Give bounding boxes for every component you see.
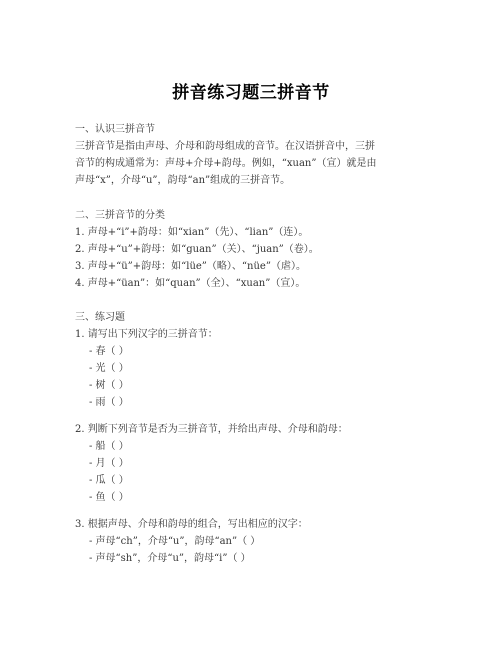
question-item: - 月（ ） bbox=[89, 458, 129, 469]
section-1 bbox=[75, 121, 435, 189]
section-heading: 三、练习题 bbox=[75, 312, 125, 323]
section-heading: 二、三拼音节的分类 bbox=[75, 210, 165, 221]
paragraph-line: 声母“x”，介母“u”，韵母“an”组成的三拼音节。 bbox=[75, 175, 291, 186]
list-item: 1. 声母+“i”+韵母：如“xian”（先）、“lian”（连）。 bbox=[75, 227, 309, 238]
paragraph-line: 三拼音节是指由声母、介母和韵母组成的音节。在汉语拼音中，三拼 bbox=[75, 141, 375, 152]
paragraph-line: 音节的构成通常为：声母+介母+韵母。例如，“xuan”（宣）就是由 bbox=[75, 158, 377, 169]
question-item: - 声母“sh”，介母“u”，韵母“i”（ ） bbox=[89, 553, 251, 564]
section-3 bbox=[75, 309, 435, 567]
question-prompt: 3. 根据声母、介母和韵母的组合，写出相应的汉字： bbox=[75, 519, 308, 530]
question-item: - 光（ ） bbox=[89, 363, 129, 374]
section-2 bbox=[75, 207, 435, 292]
list-item: 4. 声母+“üan”：如“quan”（全）、“xuan”（宣）。 bbox=[75, 278, 306, 289]
question-item: - 鱼（ ） bbox=[89, 492, 129, 503]
question-item: - 声母“ch”，介母“u”，韵母“an”（ ） bbox=[89, 536, 261, 547]
question-prompt: 1. 请写出下列汉字的三拼音节： bbox=[75, 329, 218, 340]
question-item: - 春（ ） bbox=[89, 346, 129, 357]
list-item: 2. 声母+“u”+韵母：如“guan”（关）、“juan”（卷）。 bbox=[75, 244, 319, 255]
list-item: 3. 声母+“ü”+韵母：如“lüe”（略）、“nüe”（虐）。 bbox=[75, 261, 306, 272]
section-heading: 一、认识三拼音节 bbox=[75, 124, 155, 135]
question-item: - 树（ ） bbox=[89, 380, 129, 391]
page-title: 拼音练习题三拼音节 bbox=[172, 83, 330, 103]
question-item: - 船（ ） bbox=[89, 441, 129, 452]
question-item: - 雨（ ） bbox=[89, 397, 129, 408]
question-item: - 瓜（ ） bbox=[89, 475, 129, 486]
question-prompt: 2. 判断下列音节是否为三拼音节，并给出声母、介母和韵母： bbox=[75, 424, 348, 435]
